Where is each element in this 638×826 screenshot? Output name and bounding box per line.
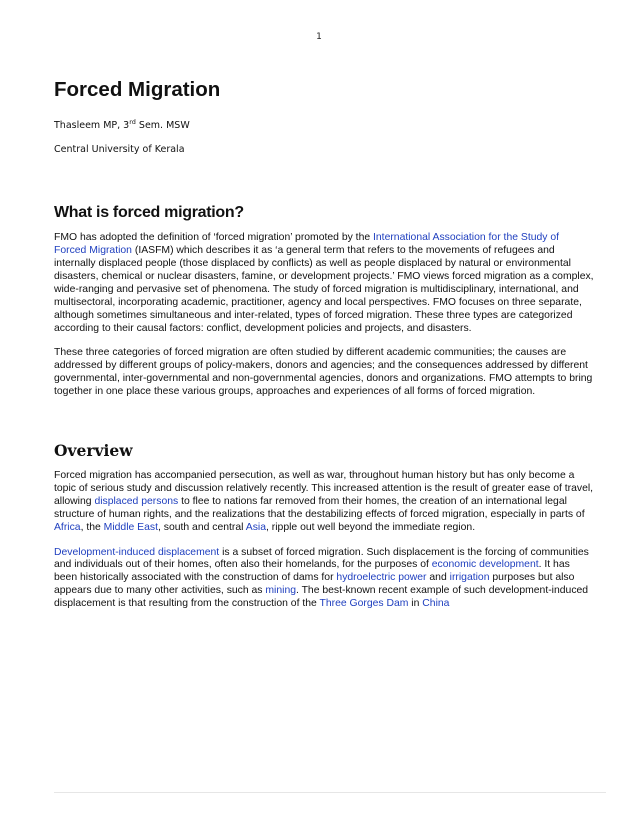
link-hydroelectric-power[interactable]: hydroelectric power (336, 572, 427, 584)
text-run: purposes but also appears due to many other activities, such as (54, 572, 575, 597)
link-development-induced-displacement[interactable]: Development-induced displacement (54, 546, 220, 558)
author-semester: Sem. MSW (135, 120, 190, 132)
text-run: . The best-known recent example of such development-induced displacement is that resulting from the construction of the (54, 585, 589, 610)
paragraph-definition (54, 232, 594, 335)
text-run: to flee to nations far removed from their homes, the creation of an international legal structure of human rights, and the realizations that the destabilizing effects of forced migration, especially in parts of (54, 495, 585, 520)
text-run: is a subset of forced migration. Such displacement is the forcing of communities and individuals out of their homes, often also their homelands, for the purposes of (54, 546, 589, 571)
link-iasfm[interactable]: International Association for the Study of Forced Migration (54, 232, 560, 257)
paragraph-categories: These three categories of forced migration are often studied by different academic communities; the causes are addressed by different groups of policy-makers, donors and agencies; and the consequences addressed by different governmental, inter-governmental and non-governmental agencies, donors and organizations. FMO attempts to bring together in one place these various groups, approaches and experiences of all forms of forced migration. (54, 347, 593, 398)
link-three-gorges-dam[interactable]: Three Gorges Dam (319, 598, 409, 610)
page-number: 1 (316, 32, 322, 42)
author-superscript: rd (129, 118, 136, 126)
text-run: , ripple out well beyond the immediate region. (266, 521, 476, 533)
author-line (54, 118, 594, 131)
text-run: FMO has adopted the definition of ‘forced migration’ promoted by the (54, 232, 374, 244)
text-run: Forced migration has accompanied persecution, as well as war, throughout human history but has only become a topic of serious study and discussion relatively recently. This increased attention is the result of greater ease of travel, allowing (54, 470, 594, 507)
text-run: and (426, 572, 450, 584)
affiliation: Central University of Kerala (54, 144, 185, 156)
link-economic-development[interactable]: economic development (431, 559, 539, 571)
footer-divider (54, 792, 606, 793)
text-run: (IASFM) which describes it as ‘a general term that refers to the movements of refugees and internally displaced people (those displaced by conflicts) as well as people displaced by natural or environmental disasters, chemical or nuclear disasters, famine, or development projects.’ FMO views forced migration as a complex, wide-ranging and pervasive set of phenomena. The study of forced migration is multidisciplinary, international, and multisectoral, incorporating academic, practitioner, agency and local perspectives. FMO focuses on three separate, although sometimes simultaneous and inter-related, types of forced migration. These three types are categorized according to their causal factors: conflict, development policies and projects, and disasters. (54, 245, 594, 334)
link-china[interactable]: China (422, 598, 450, 610)
text-run: . It has been historically associated with the construction of dams for (54, 559, 570, 584)
link-middle-east[interactable]: Middle East (103, 521, 158, 533)
text-run: in (408, 598, 423, 610)
link-africa[interactable]: Africa (54, 521, 81, 533)
paragraph-development-induced (54, 547, 594, 612)
section-heading-overview: Overview (54, 441, 133, 461)
document-body (54, 78, 594, 611)
paragraph-overview (54, 470, 594, 535)
link-irrigation[interactable]: irrigation (449, 572, 490, 584)
link-displaced-persons[interactable]: displaced persons (94, 495, 179, 507)
text-run: , south and central (157, 521, 246, 533)
text-run: , the (80, 521, 104, 533)
section-heading-what-is: What is forced migration? (54, 204, 244, 222)
link-asia[interactable]: Asia (245, 521, 266, 533)
author-name: Thasleem MP, 3 (54, 120, 130, 132)
document-title: Forced Migration (54, 78, 221, 101)
link-mining[interactable]: mining (265, 585, 296, 597)
